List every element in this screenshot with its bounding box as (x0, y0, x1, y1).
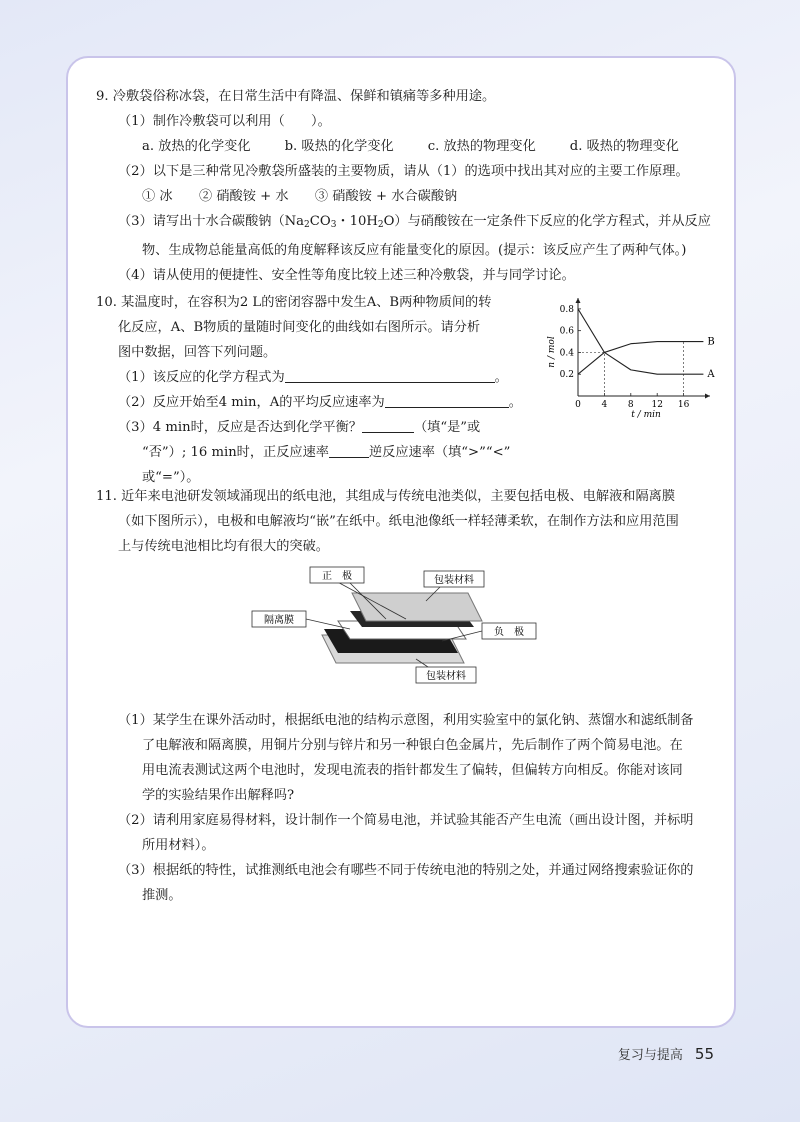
x-tick-label: 16 (677, 400, 690, 410)
q10-part2: （2）反应开始至4 min，A的平均反应速率为 。 (118, 395, 522, 410)
q11-part2: （2）请利用家庭易得材料，设计制作一个简易电池，并试验其能否产生电流（画出设计图，并标明 (118, 813, 694, 828)
y-tick-label: 0.4 (559, 348, 574, 359)
x-axis-label: t / min (631, 410, 661, 420)
x-axis-arrow (705, 394, 710, 399)
q10-part3-line3: 或“=”）。 (142, 470, 200, 485)
q9-part3: （3）请写出十水合碳酸钠（Na2CO3・10H2O）与硝酸铵在一定条件下反应的化学方程式，并从反应 (118, 214, 711, 230)
q9-part1: （1）制作冷敷袋可以利用（ ）。 (118, 114, 331, 129)
y-axis-label: n / mol (547, 336, 557, 368)
q11-part3: （3）根据纸的特性，试推测纸电池会有哪些不同于传统电池的特别之处，并通过网络搜索验证你的 (118, 863, 694, 878)
x-tick-label: 8 (627, 400, 634, 410)
q11-stem-line3: 上与传统电池相比均有很大的突破。 (118, 539, 329, 554)
q10-stem-line2: 化反应，A、B物质的量随时间变化的曲线如右图所示。请分析 (118, 320, 481, 335)
q9-option-c: c. 放热的物理变化 (427, 139, 536, 154)
q11-part1: （1）某学生在课外活动时，根据纸电池的结构示意图，利用实验室中的氯化钠、蒸馏水和滤纸制备 (118, 713, 694, 728)
y-tick-label: 0.8 (559, 304, 574, 315)
series-label-B: B (707, 336, 715, 348)
x-tick-label: 12 (651, 400, 663, 410)
q10-part3-line2: “否”）; 16 min时，正反应速率 逆反应速率（填“>”“<” (142, 445, 511, 460)
q9-option-a: a. 放热的化学变化 (142, 139, 251, 154)
packaging-top-layer (352, 593, 482, 621)
paper-battery-diagram (246, 563, 546, 693)
page-number: 55 (694, 1045, 714, 1063)
q11-stem-line1: 11. 近年来电池研发领域涌现出的纸电池，其组成与传统电池类似，主要包括电极、电解液和隔离膜 (96, 489, 676, 504)
label-packaging-bottom: 包装材料 (426, 671, 466, 682)
q9-option-d: d. 吸热的物理变化 (569, 139, 679, 154)
x-tick-label: 0 (575, 400, 581, 410)
y-axis-arrow (576, 298, 581, 303)
q11-part1-line4: 学的实验结果作出解释吗? (142, 788, 295, 803)
label-negative: 负 极 (494, 627, 524, 638)
page-content (96, 84, 726, 908)
q11-part1-line2: 了电解液和隔离膜，用铜片分别与锌片和另一种银白色金属片，先后制作了两个简易电池。在 (142, 738, 683, 753)
x-tick-label: 4 (601, 400, 608, 410)
q10-part3: （3）4 min时，反应是否达到化学平衡？ （填“是”或 (118, 420, 481, 435)
q10-part1: （1）该反应的化学方程式为 。 (118, 370, 508, 385)
series-label-A: A (707, 369, 715, 381)
q11-part2-line2: 所用材料）。 (142, 838, 215, 853)
label-separator: 隔离膜 (264, 615, 294, 626)
q9-option-b: b. 吸热的化学变化 (284, 139, 394, 154)
q10-stem-line1: 10. 某温度时，在容积为2 L的密闭容器中发生A、B两种物质间的转 (96, 295, 492, 310)
y-tick-label: 0.6 (559, 326, 574, 337)
q9-part4: （4）请从使用的便捷性、安全性等角度比较上述三种冷敷袋，并与同学讨论。 (118, 268, 575, 283)
q11-stem-line2: （如下图所示），电极和电解液均“嵌”在纸中。纸电池像纸一样轻薄柔软，在制作方法和应用范围 (118, 514, 679, 529)
q10-stem-line3: 图中数据，回答下列问题。 (118, 345, 277, 360)
q9-substances: ① 冰 ② 硝酸铵 + 水 ③ 硝酸铵 + 水合碳酸钠 (142, 189, 458, 204)
series-line-B (578, 342, 703, 375)
q10-graph (542, 292, 722, 422)
page-footer (618, 1044, 714, 1063)
q9-stem: 9. 冷敷袋俗称冰袋，在日常生活中有降温、保鲜和镇痛等多种用途。 (96, 89, 496, 104)
q9-options (96, 134, 726, 159)
q11-part1-line3: 用电流表测试这两个电池时，发现电流表的指针都发生了偏转，但偏转方向相反。你能对该同 (142, 763, 683, 778)
y-tick-label: 0.2 (559, 370, 574, 381)
label-positive: 正 极 (322, 571, 352, 582)
label-packaging-top: 包装材料 (434, 575, 474, 586)
q11-part3-line2: 推测。 (142, 888, 182, 903)
q10-block (96, 290, 726, 484)
footer-section-title: 复习与提高 (617, 1048, 683, 1063)
q9-part2: （2）以下是三种常见冷敷袋所盛装的主要物质，请从（1）的选项中找出其对应的主要工作原理。 (118, 164, 689, 179)
q9-part3-line2: 物、生成物总能量高低的角度解释该反应有能量变化的原因。(提示：该反应产生了两种气体。) (142, 243, 687, 258)
